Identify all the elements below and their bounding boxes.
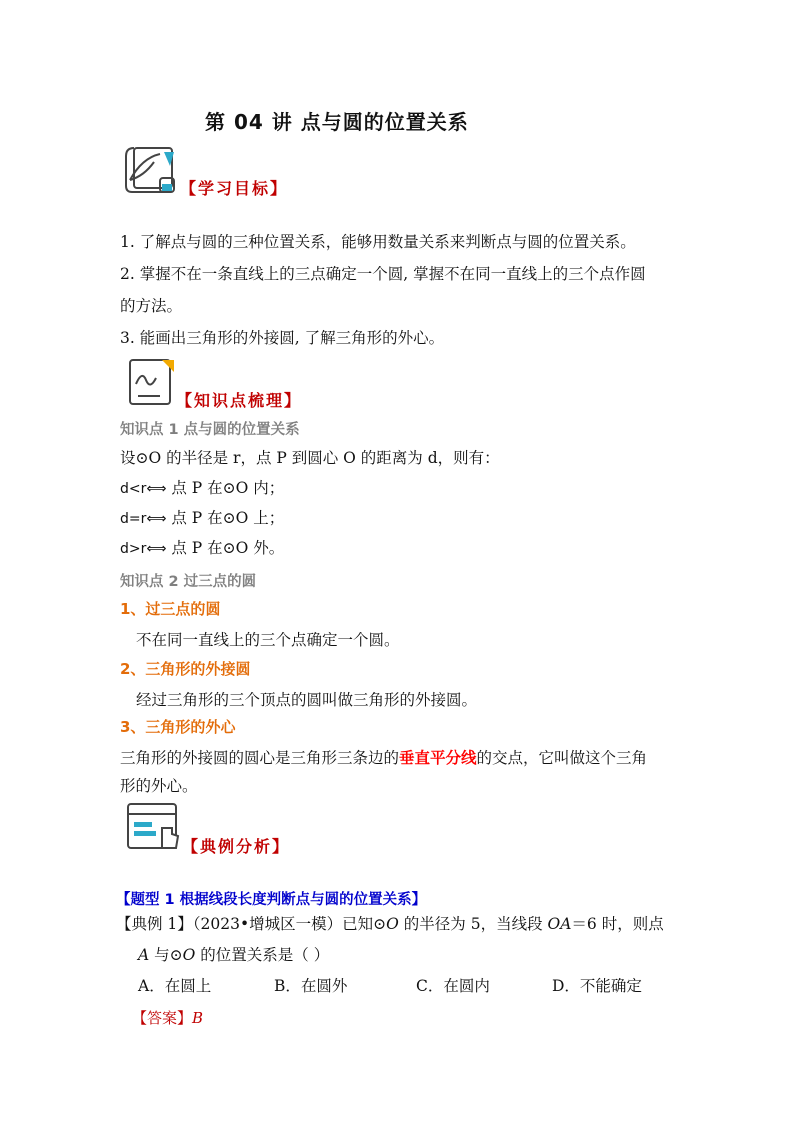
section-examples-label: 【典例分析】 (182, 837, 291, 856)
option-d: D．不能确定 (552, 977, 642, 995)
browser-pointer-icon (124, 800, 184, 860)
goal-item-2-cont: 的方法。 (120, 297, 183, 315)
goal-item-2: 2. 掌握不在一条直线上的三点确定一个圆, 掌握不在同一直线上的三个点作圆 (120, 265, 646, 283)
kp2-sub2-text: 经过三角形的三个顶点的圆叫做三角形的外接圆。 (136, 691, 478, 709)
option-b: B．在圆外 (274, 977, 348, 995)
example-1-stem-cont: A 与⊙O 的位置关系是（ ） (138, 946, 330, 964)
kp2-sub3-text: 三角形的外接圆的圆心是三角形三条边的垂直平分线的交点，它叫做这个三角 (120, 749, 648, 767)
kp2-sub1-text: 不在同一直线上的三个点确定一个圆。 (136, 631, 400, 649)
kp2-title: 知识点 2 过三点的圆 (120, 574, 257, 590)
example-1-stem: 【典例 1】（2023•增城区一模）已知⊙O 的半径为 5，当线段 OA＝6 时，则点 (116, 915, 664, 933)
kp1-rule-on: d=r⟺ 点 P 在⊙O 上； (120, 509, 285, 527)
kp1-title: 知识点 1 点与圆的位置关系 (120, 422, 300, 438)
answer: 【答案】B (132, 1009, 204, 1027)
kp2-sub3-title: 3、三角形的外心 (120, 718, 236, 736)
kp1-intro: 设⊙O 的半径是 r，点 P 到圆心 O 的距离为 d，则有： (120, 449, 500, 467)
kp1-rule-outside: d>r⟺ 点 P 在⊙O 外。 (120, 539, 285, 557)
section-knowledge-label: 【知识点梳理】 (176, 391, 303, 410)
kp1-rule-inside: d<r⟺ 点 P 在⊙O 内； (120, 479, 285, 497)
page-title: 第 04 讲 点与圆的位置关系 (205, 110, 469, 134)
kp2-sub1-title: 1、过三点的圆 (120, 600, 221, 618)
option-c: C．在圆内 (416, 977, 490, 995)
kp2-sub3-text-cont: 形的外心。 (120, 777, 198, 795)
scroll-quill-icon (120, 140, 182, 200)
goal-item-3: 3. 能画出三角形的外接圆, 了解三角形的外心。 (120, 329, 445, 347)
highlight-term: 垂直平分线 (399, 749, 477, 767)
type1-heading: 【题型 1 根据线段长度判断点与圆的位置关系】 (116, 892, 427, 908)
goal-item-1: 1. 了解点与圆的三种位置关系，能够用数量关系来判断点与圆的位置关系。 (120, 233, 636, 251)
option-a: A．在圆上 (138, 977, 212, 995)
kp2-sub2-title: 2、三角形的外接圆 (120, 660, 251, 678)
notepad-pen-icon (124, 354, 180, 410)
section-goals-label: 【学习目标】 (180, 179, 289, 198)
